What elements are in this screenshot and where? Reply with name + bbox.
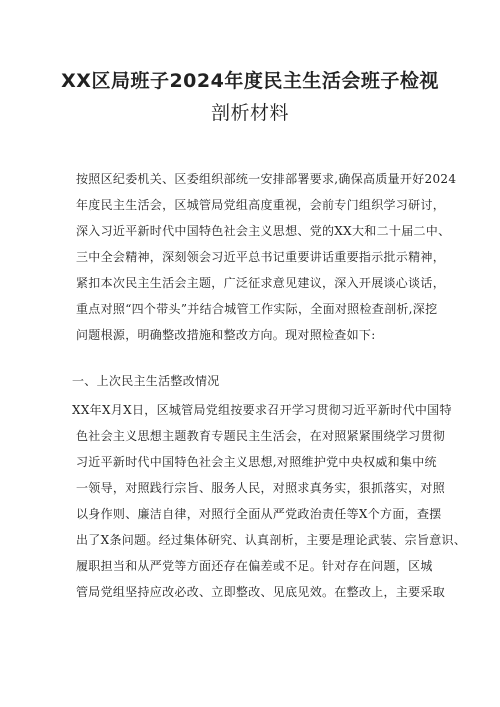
section1-line-1: XX年X月X日，区城管局党组按要求召开学习贯彻习近平新时代中国特 — [72, 403, 452, 417]
section1-line-2: 色社会主义思想主题教育专题民主生活会，在对照紧紧围绕学习贯彻 — [76, 429, 446, 443]
section1-line-8: 管局党组坚持应改必改、立即整改、见底见效。在整改上，主要采取 — [76, 585, 446, 599]
intro-line-5: 紧扣本次民主生活会主题，广泛征求意见建议，深入开展谈心谈话， — [76, 276, 446, 290]
intro-line-1: 按照区纪委机关、区委组织部统一安排部署要求,确保高质量开好2024 — [76, 172, 457, 186]
intro-line-7: 问题根源，明确整改措施和整改方向。现对照检查如下: — [76, 328, 376, 342]
section1-line-3: 习近平新时代中国特色社会主义思想,对照维护党中央权威和集中统 — [76, 455, 437, 469]
section1-line-6: 出了X条问题。经过集体研究、认真剖析，主要是理论武装、宗旨意识、 — [76, 533, 467, 547]
section1-line-7: 履职担当和从严党等方面还存在偏差或不足。针对存在问题，区城 — [76, 559, 433, 573]
section1-line-5: 以身作则、廉洁自律，对照行全面从严党政治责任等X个方面，查摆 — [76, 507, 442, 521]
intro-line-3: 深入习近平新时代中国特色社会主义思想、党的XX大和二十届二中、 — [76, 224, 451, 238]
section1-heading: 一、上次民主生活整改情况 — [72, 374, 220, 388]
intro-line-6: 重点对照“四个带头”并结合城管工作实际，全面对照检查剖析,深挖 — [76, 302, 438, 316]
doc-title-line2: 剖析材料 — [210, 102, 289, 124]
intro-line-4: 三中全会精神，深刻领会习近平总书记重要讲话重要指示批示精神， — [76, 250, 446, 264]
section1-line-4: 一领导，对照践行宗旨、服务人民，对照求真务实，狠抓落实，对照 — [76, 481, 446, 495]
intro-line-2: 年度民主生活会，区城管局党组高度重视，会前专门组织学习研讨， — [76, 198, 446, 212]
doc-title-line1: XX区局班子2024年度民主生活会班子检视 — [61, 70, 439, 92]
